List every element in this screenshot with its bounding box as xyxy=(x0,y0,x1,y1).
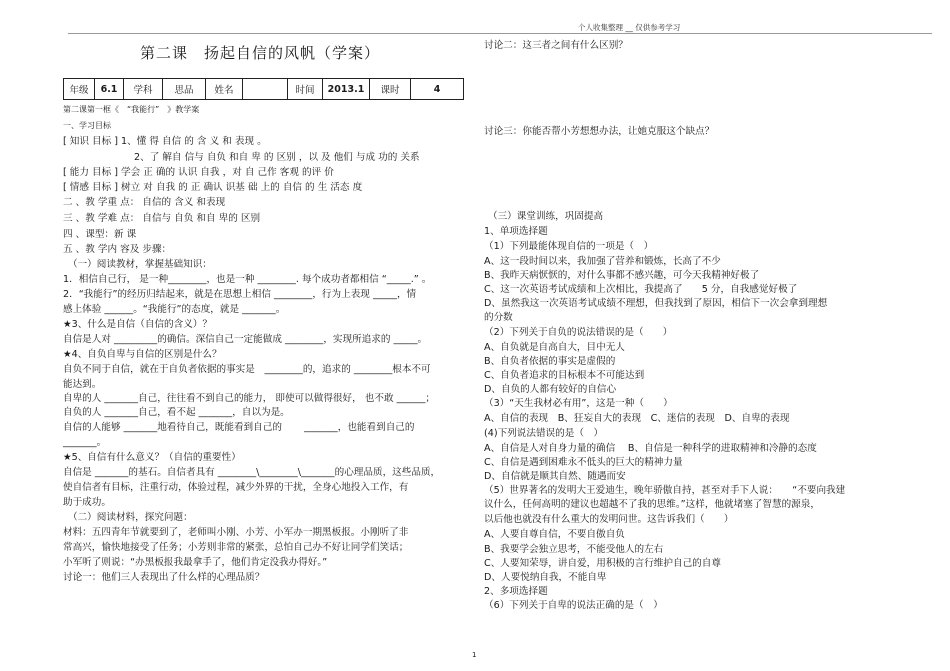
info-table xyxy=(63,78,464,100)
text-line: B、我要学会独立思考，不能受他人的左右 xyxy=(484,544,664,555)
info-cell: 时间 xyxy=(288,79,323,100)
text-line: 二 、教 学重 点： 自信的 含义 和表现 xyxy=(63,197,226,208)
text-line: 以后他也就没有什么重大的发明问世。这告诉我们（ ） xyxy=(484,514,734,525)
text-line: 2、多项选择题 xyxy=(484,586,548,597)
text-line: 常高兴，愉快地接受了任务；小芳则非常的紧张，总怕自己办不好让同学们笑话； xyxy=(63,542,409,553)
info-cell: 思品 xyxy=(163,79,206,100)
text-line: 材料：五四青年节就要到了，老师叫小刚、小芳、小军办一期黑板报。小刚听了非 xyxy=(63,527,409,538)
text-line: C、自信是遇到困难永不低头的巨大的精神力量 xyxy=(484,457,683,468)
text-line: D、人要悦纳自我，不能自卑 xyxy=(484,572,607,583)
info-cell: 6.1 xyxy=(95,79,124,100)
text-line: 一、学习目标 xyxy=(63,121,111,130)
text-line: A、人要自尊自信，不要自傲自负 xyxy=(484,529,625,540)
text-line: （2）下列关于自负的说法错误的是（ ） xyxy=(484,327,673,338)
text-line: 讨论二：这三者之间有什么区别？ xyxy=(484,40,628,51)
info-cell: 4 xyxy=(411,79,464,100)
text-line: 自卑的人 _______自己，往往看不到自己的能力， 即使可以做得很好， 也不敢 ______； xyxy=(63,393,435,404)
text-line: （1）下列最能体现自信的一项是（ ） xyxy=(484,241,654,252)
text-line: 自信是 _______的基石。自信者具有 ________\________\_______的心理品质，这些品质， xyxy=(63,467,441,478)
text-line: （6）下列关于自卑的说法正确的是（ ） xyxy=(484,600,663,611)
text-line: 助于成功。 xyxy=(63,497,111,508)
text-line: （三）课堂训练，巩固提高 xyxy=(488,211,604,222)
text-line: （5）世界著名的发明大王爱迪生，晚年骄傲自持，甚至对手下人说： “不要向我建 xyxy=(484,485,846,496)
header-note: 个人收集整理 __ 仅供参考学习 xyxy=(578,23,681,32)
text-line: 1、单项选择题 xyxy=(484,226,548,237)
text-line: 感上体验 ______。“我能行”的态度，就是 _______。 xyxy=(63,304,286,315)
text-line: D、自信就是顺其自然、随遇而安 xyxy=(484,471,626,482)
text-line: 的分数 xyxy=(484,312,513,323)
text-line: 1．相信自己行， 是一种________，也是一种 ________. 每个成功者都相信 “_____.” 。 xyxy=(63,274,432,285)
text-line: D、虽然我这一次英语考试成绩不理想，但我找到了原因，相信下一次会拿到理想 xyxy=(484,298,828,309)
text-line: 能达到。 xyxy=(63,379,102,390)
text-line: （3）“天生我材必有用”，这是一种（ ） xyxy=(484,398,673,409)
text-line: 自负的人 _______自己，看不起 _______，自以为是。 xyxy=(63,407,290,418)
info-cell: 学科 xyxy=(124,79,163,100)
text-line: [ 情感 目标 ] 树立 对 自我 的 正 确认 识基 础 上的 自信 的 生 活态 度 xyxy=(63,182,363,193)
page-title: 第二课 扬起自信的风帆（学案） xyxy=(140,44,381,62)
text-line: D、自负的人都有较好的自信心 xyxy=(484,384,617,395)
text-line: 讨论一：他们三人表现出了什么样的心理品质？ xyxy=(63,572,265,583)
text-line: 四 、课型：新 课 xyxy=(63,229,137,240)
text-line: A、自负就是自高自大，目中无人 xyxy=(484,342,625,353)
text-line: C、自负者追求的目标根本不可能达到 xyxy=(484,370,645,381)
text-line: 自信的人能够 _______地看待自己，既能看到自己的 _______，也能看到自己的 xyxy=(63,422,415,433)
text-line: 自信是人对 _________的确信。深信自己一定能做成 ________，实现所追求的 _____。 xyxy=(63,334,428,345)
text-line: 小军听了则说：“办黑板报我最拿手了，他们肯定没我办得好。” xyxy=(63,557,328,568)
page-number: 1 xyxy=(472,651,477,659)
text-line: C、这一次英语考试成绩和上次相比，我提高了 5 分，自我感觉好极了 xyxy=(484,284,798,295)
text-line: 五 、教 学内 容及 步骤： xyxy=(63,244,172,255)
text-line: [ 知识 目标 ] 1、懂 得 自信 的 含 义 和 表现 。 xyxy=(63,136,267,147)
text-line: (4)下列说法错误的是（ ） xyxy=(484,428,604,439)
text-line: 2、了 解自 信与 自负 和自 卑 的 区别 ，以 及 他们 与成 功的 关系 xyxy=(134,152,420,163)
text-line: [ 能力 目标 ] 学会 正 确的 认识 自我 ，对 自 己作 客观 的评 价 xyxy=(63,167,334,178)
info-cell: 姓名 xyxy=(206,79,243,100)
text-line: A、这一段时间以来，我加强了营养和锻炼，长高了不少 xyxy=(484,256,721,267)
question-heading: ★4、自负自卑与自信的区别是什么？ xyxy=(63,349,222,360)
info-cell: 年级 xyxy=(64,79,95,100)
header-rule xyxy=(68,33,932,34)
text-line: A、自信是人对自身力量的确信 B、自信是一种科学的进取精神和冷静的态度 xyxy=(484,443,817,454)
text-line: （一）阅读教材，掌握基础知识： xyxy=(68,259,212,270)
text-line: C、人要知荣辱，讲自爱，用积极的言行维护自己的自尊 xyxy=(484,558,721,569)
text-line: 讨论三：你能否帮小芳想想办法，让她克服这个缺点？ xyxy=(484,126,715,137)
text-line: 自负不同于自信，就在于自负者依据的事实是 ________的，追求的 ________根本不可 xyxy=(63,364,431,375)
text-line: A、自信的表现 B、狂妄自大的表现 C、迷信的表现 D、自卑的表现 xyxy=(484,413,790,424)
text-line: _______。 xyxy=(63,437,107,448)
info-cell: 2013.1 xyxy=(323,79,370,100)
lesson-heading: 第二课第一框《 “我能行” 》教学案 xyxy=(63,105,200,114)
question-heading: ★3、什么是自信（自信的含义）？ xyxy=(63,319,213,330)
info-cell: 课时 xyxy=(370,79,411,100)
info-cell xyxy=(243,79,288,100)
text-line: 2．“我能行”的经历归结起来，就是在思想上相信 ________，行为上表现 _____，情 xyxy=(63,289,417,300)
text-line: 使自信者有目标，注重行动，体验过程，减少外界的干扰，全身心地投入工作，有 xyxy=(63,482,409,493)
text-line: 三 、教 学难 点： 自信与 自负 和自 卑的 区别 xyxy=(63,213,261,224)
text-line: B、自负者依据的事实是虚假的 xyxy=(484,356,616,367)
text-line: 议什么，任何高明的建议也超越不了我的思维。”这样，他就堵塞了智慧的源泉， xyxy=(484,499,820,510)
text-line: （二）阅读材料，探究问题： xyxy=(68,512,193,523)
text-line: B、我昨天病恹恹的，对什么事都不感兴趣，可今天我精神好极了 xyxy=(484,270,760,281)
question-heading: ★5、自信有什么意义？（自信的重要性） xyxy=(63,452,241,463)
